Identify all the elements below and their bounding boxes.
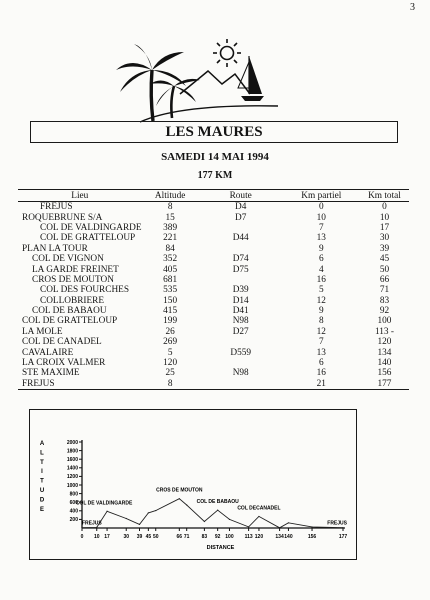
y-axis-label-letter: A — [39, 441, 45, 447]
cell-altitude: 221 — [163, 233, 178, 244]
elevation-point — [342, 527, 343, 528]
x-tick-label: 17 — [104, 534, 110, 540]
cell-route — [199, 223, 283, 233]
cell-lieu: COLLOBRIERE — [40, 295, 105, 306]
cell-km-total: 134 — [377, 347, 392, 358]
table-row — [18, 296, 409, 306]
cell-km-partiel: 12 — [316, 295, 326, 306]
table-row — [18, 337, 409, 347]
cell-km-total: 120 — [377, 337, 392, 348]
cell-km-partiel: 16 — [316, 274, 326, 285]
x-tick-label: 100 — [225, 534, 234, 540]
event-date: SAMEDI 14 MAI 1994 — [161, 151, 269, 163]
y-tick-label: 600 — [69, 500, 78, 506]
cell-route — [199, 379, 283, 390]
cell-km-total: 92 — [379, 306, 390, 317]
cell-route — [199, 244, 283, 254]
x-tick-label: 50 — [152, 534, 159, 540]
cell-km-partiel: 5 — [318, 285, 324, 296]
x-tick-label: 39 — [136, 534, 143, 540]
y-tick-label: 400 — [69, 508, 78, 515]
table-row — [18, 223, 409, 233]
y-axis-label-letter: T — [40, 478, 44, 485]
mountains-icon — [180, 71, 250, 94]
x-tick-label: 92 — [214, 534, 221, 540]
elevation-point — [126, 518, 127, 519]
elevation-point — [148, 512, 149, 513]
table-row — [18, 285, 409, 295]
cell-km-total: 17 — [379, 222, 390, 233]
cell-km-total: 177 — [360, 379, 409, 390]
elevation-point — [279, 527, 280, 528]
cell-route: D7 — [235, 212, 247, 223]
elevation-chart-svg — [30, 410, 358, 561]
cell-altitude: 150 — [163, 295, 178, 306]
y-axis-label-letter: E — [39, 506, 45, 513]
table-row — [18, 316, 409, 326]
table-row — [18, 379, 409, 390]
cell-altitude: 25 — [165, 368, 175, 379]
route-table — [18, 189, 409, 390]
y-tick-label: 1800 — [66, 448, 78, 455]
table-row — [18, 275, 409, 285]
cell-altitude: 15 — [165, 212, 175, 223]
cell-altitude: 269 — [163, 337, 178, 348]
cell-lieu: CROS DE MOUTON — [32, 274, 114, 285]
table-row — [18, 327, 409, 337]
cell-km-total: 83 — [379, 295, 390, 306]
cell-km-partiel: 9 — [318, 243, 324, 254]
cell-km-total: 45 — [379, 254, 390, 265]
cell-lieu: LA MOLE — [22, 326, 63, 337]
cell-km-total: 66 — [379, 274, 390, 285]
cell-lieu: COL DES FOURCHES — [40, 285, 130, 296]
annotation-label: COL DE VALDINGARDE — [75, 500, 133, 507]
y-axis-label-letter: U — [39, 488, 45, 494]
annotation-label: COL DE BABAOU — [196, 499, 239, 506]
cell-route: D27 — [232, 326, 249, 337]
cell-lieu: COL DE BABAOU — [32, 306, 107, 317]
cell-route: D41 — [232, 306, 249, 317]
x-tick-label: 83 — [201, 534, 208, 540]
header-route: Route — [199, 190, 283, 202]
header-km-total: Km total — [360, 190, 409, 202]
cell-route: N98 — [232, 368, 249, 379]
cell-altitude: 535 — [163, 285, 178, 296]
header-km-partiel: Km partiel — [283, 190, 360, 202]
cell-altitude: 681 — [163, 274, 178, 285]
x-tick-label: 113 — [244, 534, 253, 540]
elevation-point — [81, 527, 82, 528]
cell-route: D14 — [232, 295, 249, 306]
x-tick-label: 120 — [254, 534, 264, 540]
table-row — [18, 212, 409, 222]
elevation-profile-chart — [29, 409, 357, 560]
cell-lieu: PLAN LA TOUR — [22, 243, 88, 254]
cell-km-partiel: 4 — [318, 264, 324, 275]
cell-lieu: ROQUEBRUNE S/A — [22, 212, 103, 223]
cell-route: D74 — [232, 254, 249, 265]
header-altitude: Altitude — [142, 190, 199, 202]
cell-altitude: 389 — [163, 222, 178, 233]
elevation-point — [217, 510, 218, 511]
cell-route: D4 — [235, 202, 247, 213]
elevation-point — [248, 526, 249, 527]
x-tick-label: 30 — [123, 534, 130, 540]
page-title: LES MAURES — [30, 121, 398, 143]
cell-lieu: LA CROIX VALMER — [22, 358, 106, 369]
annotation-label: CROS DE MOUTON — [156, 487, 203, 494]
annotation-label: FREJUS — [82, 520, 102, 527]
x-tick-label: 177 — [338, 534, 348, 540]
y-tick-label: 800 — [69, 491, 78, 498]
x-tick-label: 140 — [284, 534, 293, 540]
x-tick-label: 66 — [176, 534, 183, 540]
elevation-point — [139, 524, 140, 525]
cell-km-total: 0 — [382, 202, 387, 213]
cell-lieu: STE MAXIME — [22, 368, 80, 379]
y-axis-label-letter: D — [39, 497, 45, 504]
cell-altitude: 120 — [163, 358, 178, 369]
cell-km-total: 140 — [377, 358, 392, 369]
cell-altitude: 5 — [167, 347, 173, 358]
elevation-point — [186, 504, 187, 505]
elevation-point — [288, 522, 289, 523]
cell-lieu: FREJUS — [40, 202, 73, 213]
y-tick-label: 1200 — [66, 474, 78, 481]
cell-km-total: 39 — [379, 243, 390, 254]
table-row — [18, 306, 409, 316]
cell-route: D39 — [232, 285, 249, 296]
cell-km-partiel: 0 — [318, 202, 324, 213]
cell-km-partiel: 16 — [316, 368, 326, 379]
cell-lieu: COL DE CANADEL — [22, 337, 102, 348]
cell-altitude: 352 — [163, 254, 178, 265]
cell-route — [199, 337, 283, 347]
cell-km-partiel: 7 — [318, 337, 324, 348]
sailboat-icon — [238, 56, 264, 101]
table-row — [18, 347, 409, 357]
cell-route — [199, 275, 283, 285]
x-tick-label: 10 — [93, 534, 100, 540]
landscape-logo — [110, 36, 280, 126]
cell-km-total: 50 — [379, 264, 390, 275]
cell-lieu: COL DE VALDINGARDE — [40, 222, 142, 233]
cell-lieu: COL DE GRATTELOUP — [40, 233, 136, 244]
cell-km-total: 156 — [377, 368, 392, 379]
cell-altitude: 26 — [165, 326, 175, 337]
table-row — [18, 254, 409, 264]
x-tick-label: 134 — [275, 534, 284, 540]
elevation-point — [106, 511, 107, 512]
table-header — [18, 190, 409, 202]
x-tick-label: 71 — [183, 534, 190, 540]
y-axis-label-letter: T — [40, 459, 44, 466]
cell-km-total: 30 — [379, 233, 390, 244]
sun-icon — [213, 39, 241, 67]
cell-km-partiel: 21 — [283, 379, 360, 390]
elevation-point — [179, 498, 180, 499]
y-tick-label: 200 — [69, 517, 78, 524]
annotation-label: FREJUS — [327, 520, 347, 527]
cell-altitude: 8 — [142, 379, 199, 390]
cell-km-total: 71 — [379, 285, 390, 296]
cell-lieu: COL DE VIGNON — [32, 254, 104, 265]
total-distance: 177 KM — [197, 170, 233, 181]
cell-route: D75 — [232, 264, 249, 275]
cell-km-partiel: 13 — [316, 233, 326, 244]
elevation-point — [96, 527, 97, 528]
table-row — [18, 368, 409, 378]
cell-lieu: LA GARDE FREINET — [32, 264, 119, 275]
x-axis-label: DISTANCE — [206, 545, 235, 551]
x-tick-label: 45 — [145, 534, 152, 540]
cell-route: D44 — [232, 233, 249, 244]
cell-lieu: CAVALAIRE — [22, 347, 74, 358]
table-row — [18, 233, 409, 243]
x-tick-label: 0 — [80, 534, 84, 540]
x-tick-label: 156 — [307, 534, 317, 540]
cell-route: D559 — [230, 347, 252, 358]
cell-altitude: 405 — [163, 264, 178, 275]
cell-lieu: FREJUS — [18, 379, 142, 390]
y-tick-label: 1000 — [66, 482, 78, 489]
cell-km-partiel: 7 — [318, 222, 324, 233]
cell-lieu: COL DE GRATTELOUP — [22, 316, 118, 327]
cell-km-partiel: 8 — [318, 316, 324, 327]
y-axis-label-letter: I — [41, 469, 43, 476]
y-tick-label: 1400 — [66, 465, 78, 472]
cell-route — [199, 358, 283, 368]
elevation-point — [229, 519, 230, 520]
table-row — [18, 202, 409, 213]
cell-altitude: 8 — [167, 202, 173, 213]
cell-km-partiel: 6 — [318, 254, 324, 265]
cell-km-partiel: 10 — [316, 212, 326, 223]
cell-km-total: 100 — [377, 316, 392, 327]
y-axis-label-letter: L — [40, 450, 44, 457]
cell-km-partiel: 12 — [316, 326, 326, 337]
cell-altitude: 84 — [165, 243, 175, 254]
cell-altitude: 199 — [163, 316, 178, 327]
page-number: 3 — [410, 2, 415, 13]
elevation-point — [204, 521, 205, 522]
y-tick-label: 1600 — [66, 457, 78, 463]
cell-km-total: 10 — [379, 212, 390, 223]
cell-altitude: 415 — [163, 306, 178, 317]
elevation-point — [155, 510, 156, 511]
elevation-point — [258, 516, 259, 517]
cell-km-partiel: 13 — [316, 347, 326, 358]
table-row — [18, 244, 409, 254]
cell-km-total: 113 - — [374, 326, 394, 337]
cell-route: N98 — [232, 316, 249, 327]
cell-km-partiel: 9 — [318, 306, 324, 317]
y-tick-label: 2000 — [66, 439, 78, 446]
shoreline-icon — [140, 106, 278, 122]
annotation-label: COL DECANADEL — [237, 505, 281, 512]
table-row — [18, 264, 409, 274]
cell-km-partiel: 6 — [318, 358, 324, 369]
elevation-point — [311, 526, 312, 527]
table-row — [18, 358, 409, 368]
header-lieu: Lieu — [18, 190, 142, 202]
